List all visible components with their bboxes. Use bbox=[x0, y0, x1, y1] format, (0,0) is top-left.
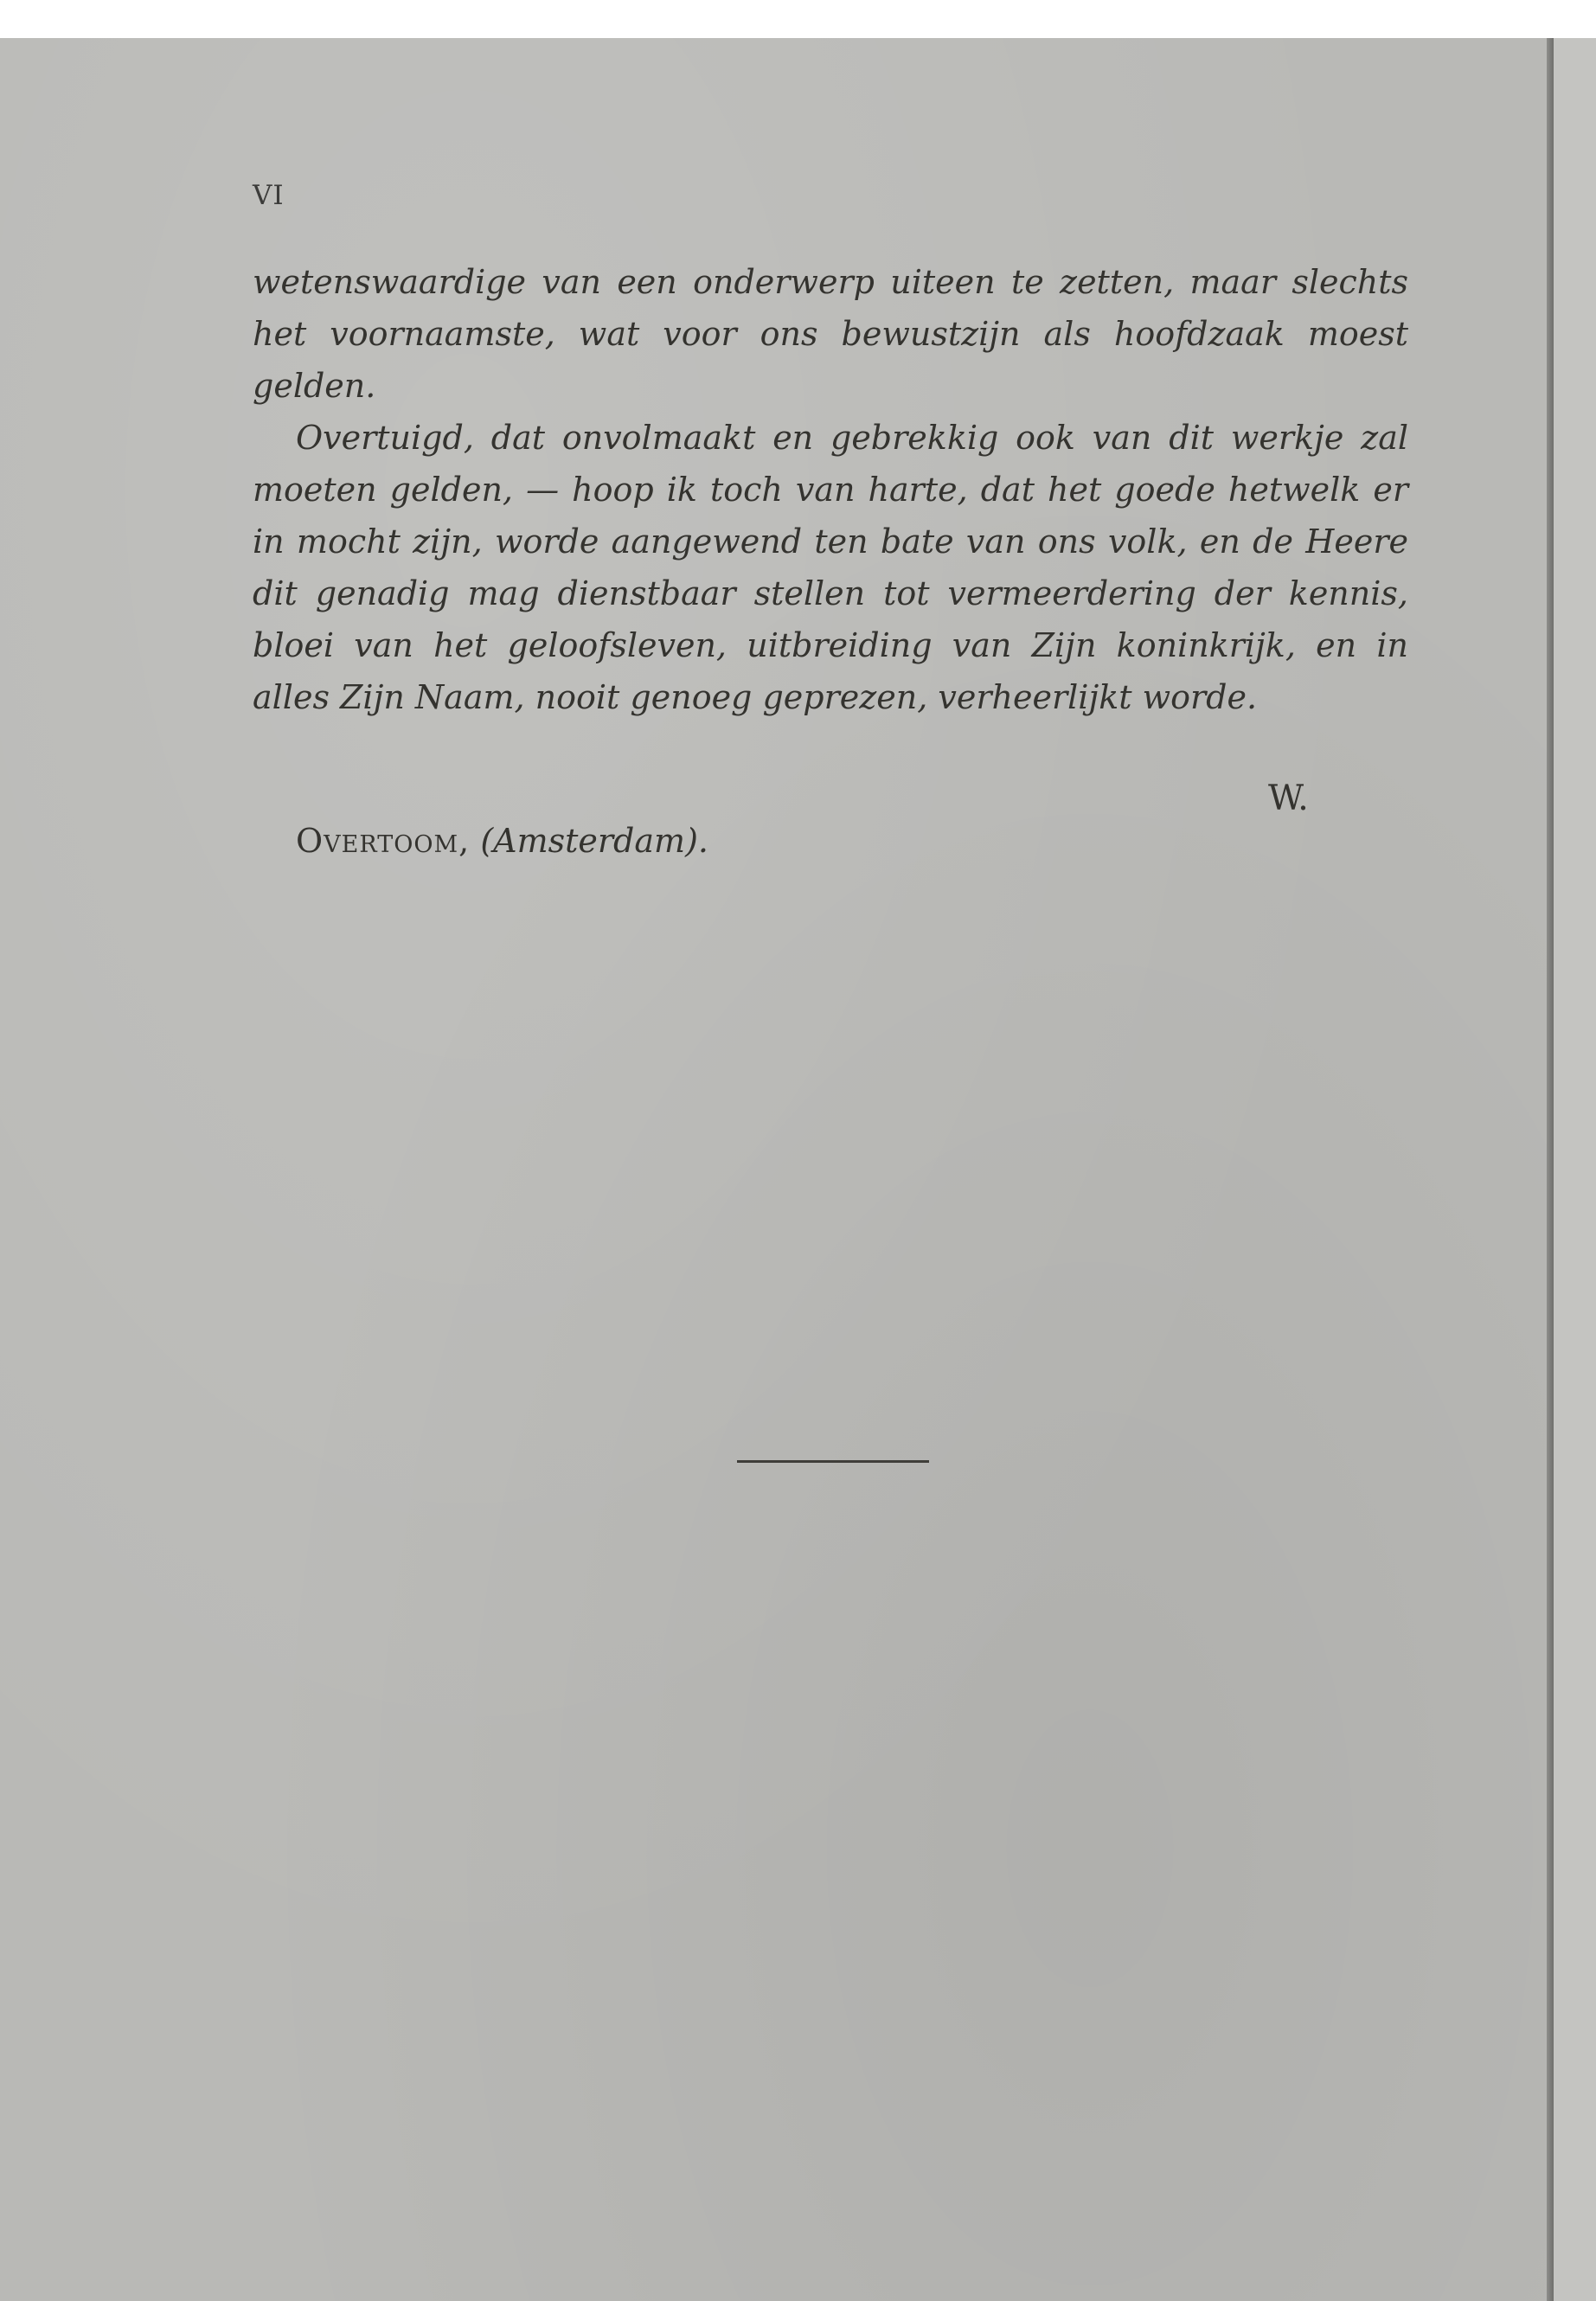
author-signature: W. bbox=[1268, 779, 1309, 818]
paragraph-conviction: Overtuigd, dat onvolmaakt en gebrekkig ook van dit werkje zal moeten gelden, — hoop ik toch van harte, dat het goede hetwelk er in mocht zijn, worde aangewend ten bate van ons volk, en de Heere dit genadig mag dienstbaar stellen tot vermeerdering der kennis, bloei van het geloofsleven, uitbreiding van Zijn koninkrijk, en in alles Zijn Naam, nooit genoeg geprezen, verheerlijkt worde. bbox=[253, 419, 1408, 716]
scan-top-margin bbox=[0, 0, 1596, 38]
scan-right-margin bbox=[1554, 38, 1596, 2301]
section-divider bbox=[737, 1460, 929, 1463]
page-edge bbox=[1547, 38, 1554, 2301]
place-city: (Amsterdam). bbox=[480, 822, 708, 860]
place-name: Overtoom, bbox=[296, 822, 471, 860]
page-number: VI bbox=[253, 180, 285, 211]
paragraph-continuation: wetenswaardige van een onderwerp uiteen te zetten, maar slechts het voornaamste, wat voor ons bewustzijn als hoofdzaak moest gelden. bbox=[253, 263, 1408, 405]
place-line bbox=[296, 822, 708, 860]
body-text bbox=[253, 256, 1408, 723]
